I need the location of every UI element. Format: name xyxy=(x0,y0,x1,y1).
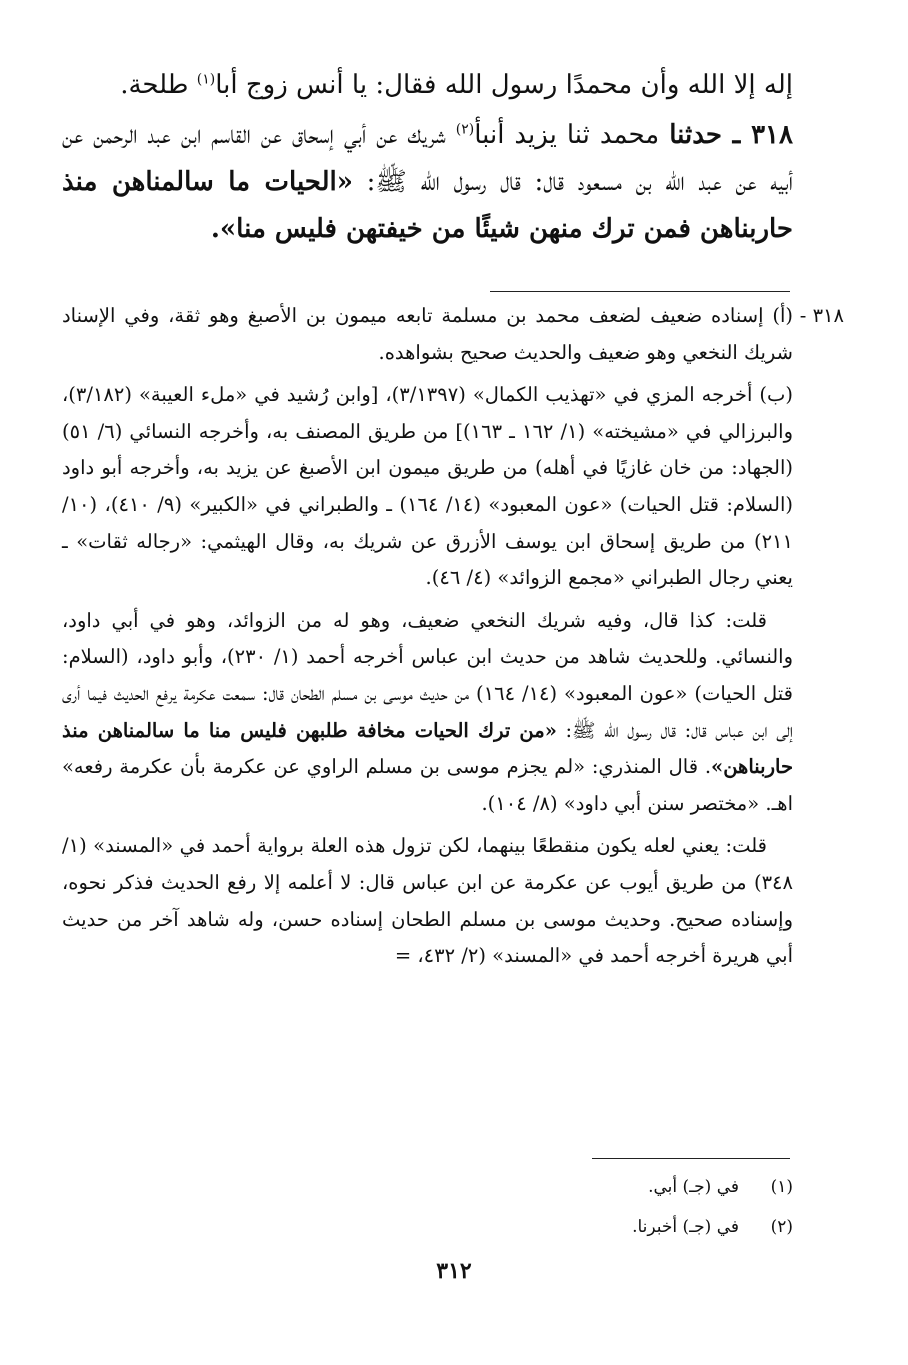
hadith-witness: «من ترك الحيات مخافة طلبهن فليس منا ما سالمناهن منذ حاربناهن» xyxy=(62,718,793,779)
commentary-qult-2: قلت: يعني لعله يكون منقطعًا بينهما، لكن تزول هذه العلة برواية أحمد في «المسند» (١/ ٣٤٨) من طريق أيوب عن عكرمة عن ابن عباس قال: لا أعلمه إلا رفع الحديث فذكر نحوه، وإسناده صحيح. وحديث موسى بن مسلم الطحان إسناده حسن، وله شاهد آخر من حديث أبي هريرة أخرجه أحمد في «المسند» (٢/ ٤٣٢، = xyxy=(62,834,793,968)
commentary-number: ٣١٨ - xyxy=(799,304,844,327)
separator-line xyxy=(490,291,790,292)
main-text xyxy=(62,62,793,253)
hadith-matn: «الحيات ما سالمناهن منذ حاربناهن فمن ترك منهن شيئًا من خيفتهن فليس منا». xyxy=(62,167,793,244)
commentary-b: (ب) أخرجه المزي في «تهذيب الكمال» (٣/١٣٩٧)، [وابن رُشيد في «ملء العيبة» (٣/١٨٢)، والبرزالي في «مشيخته» (١/ ١٦٢ ـ ١٦٣)] من طريق المصنف به، وأخرجه النسائي (٦/ ٥١) (الجهاد: من خان غازيًا في أهله) من طريق ميمون ابن الأصبغ عن يزيد به، وأخرجه أبو داود (السلام: قتل الحيات) «عون المعبود» (١٤/ ١٦٤) ـ والطبراني في «الكبير» (٩/ ٤١٠)، (١٠/ ٢١١) من طريق إسحاق ابن يوسف الأزرق عن شريك به، وقال الهيثمي: «رجاله ثقات» ـ يعني رجال الطبراني «مجمع الزوائد» (٤/ ٤٦). xyxy=(62,383,793,590)
hadith-head-word: حدثنا xyxy=(669,120,722,150)
footnote-ref-2: (٢) xyxy=(455,121,475,138)
hadith-number: ٣١٨ ـ xyxy=(721,120,793,150)
footnote-1: (١) في (جـ) أبي. xyxy=(648,1177,793,1197)
page-number: ٣١٢ xyxy=(436,1258,472,1284)
commentary xyxy=(62,298,844,975)
commentary-qult-1: قلت: كذا قال، وفيه شريك النخعي ضعيف، وهو له من الزوائد، وهو في أبي داود، والنسائي. وللحديث شاهد من حديث ابن عباس أخرجه أحمد (١/ ٢٣٠)، وأبو داود، (السلام: قتل الحيات) «عون المعبود» (١٤/ ١٦٤) من حديث موسى بن مسلم الطحان قال: سمعت عكرمة يرفع الحديث فيما أرى إلى ابن عباس قال: قال رسول الله ﷺ: «من ترك الحيات مخافة طلبهن فليس منا ما سالمناهن منذ حاربناهن». قال المنذري: «لم يجزم موسى بن مسلم الراوي عن عكرمة بأن عكرمة رفعه» اهـ. «مختصر سنن أبي داود» (٨/ ١٠٤). xyxy=(62,608,793,815)
footnote-ref-1: (١) xyxy=(196,71,216,88)
main-line-1: إله إلا الله وأن محمدًا رسول الله فقال: يا أنس زوج أبا$^{(١)}$ طلحة. xyxy=(120,70,793,100)
hadith-318: ٣١٨ ـ حدثنا محمد ثنا يزيد أنبأ$^{(٢)}$ شريك عن أبي إسحاق عن القاسم ابن عبد الرحمن عن أبيه عن عبد الله بن مسعود قال: قال رسول الله ﷺ: «الحيات ما سالمناهن منذ حاربناهن فمن ترك منهن شيئًا من خيفتهن فليس منا». xyxy=(62,120,794,244)
commentary-a: ٣١٨ - (أ) إسناده ضعيف لضعف محمد بن مسلمة تابعه ميمون بن الأصبغ وهو ثقة، وفي الإسناد شريك النخعي وهو ضعيف والحديث صحيح بشواهده. xyxy=(62,298,793,371)
footnote-2: (٢) في (جـ) أخبرنا. xyxy=(632,1217,793,1237)
footnote-separator xyxy=(592,1158,790,1159)
footnotes xyxy=(500,1167,793,1247)
